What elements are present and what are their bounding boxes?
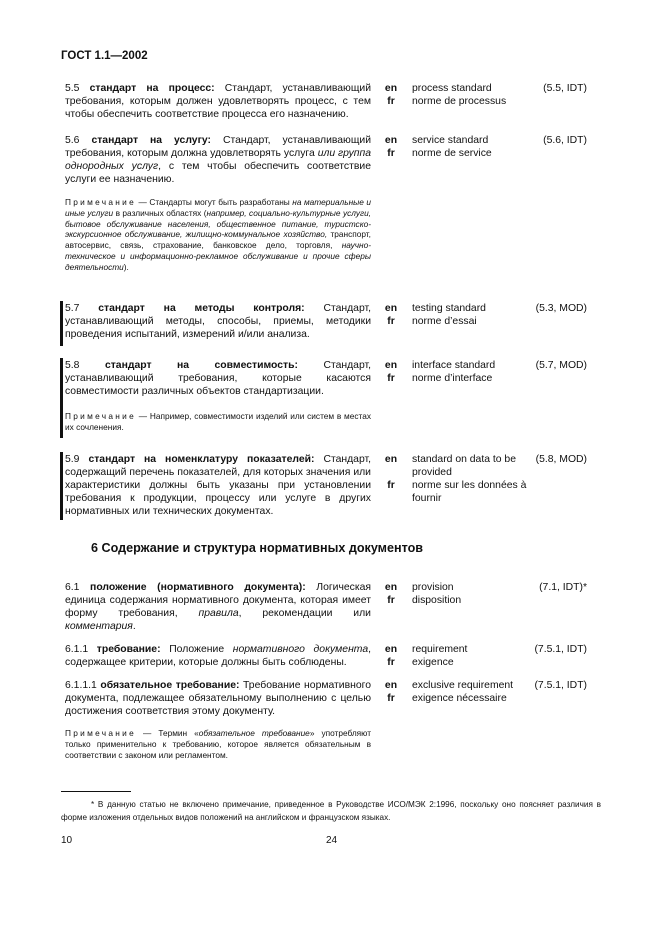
lang-code-fr: fr [387, 480, 395, 491]
english-term: process standard [412, 83, 492, 94]
lang-code-en: en [384, 454, 398, 465]
source-reference: (5.5, IDT) [543, 83, 587, 94]
page-number-center: 24 [326, 835, 338, 846]
change-bar [60, 452, 63, 520]
french-term: exigence [412, 657, 454, 668]
lang-code-en: en [384, 303, 398, 314]
term-definition: 5.9 стандарт на номенклатуру показателей: Стандарт, содержащий перечень показателей, для которых значения или характеристики должны быть указаны при установлении требования к продукции, процессу или услуге в других нормативных или технических документах. [65, 454, 371, 517]
term-title: требование: [96, 644, 161, 655]
change-bar [60, 358, 63, 438]
term-definition: 5.8 стандарт на совместимость: Стандарт, устанавливающий требования, которые касаются совместимости различных объектов стандартизации. [65, 360, 372, 397]
term-title: стандарт на номенклатуру показателей: [88, 454, 315, 465]
english-term: interface standard [412, 360, 496, 371]
term-title: стандарт на услугу: [91, 135, 212, 146]
french-term: norme d’essai [412, 316, 477, 327]
term-title: стандарт на процесс: [89, 83, 215, 94]
lang-code-fr: fr [387, 657, 395, 668]
french-term: exigence nécessaire [412, 693, 507, 704]
lang-code-fr: fr [387, 373, 395, 384]
french-term: norme d’interface [412, 373, 493, 384]
source-reference: (5.7, MOD) [535, 360, 587, 371]
french-term: norme sur les données à fournir [412, 480, 527, 504]
english-term: provision [412, 582, 454, 593]
french-term: norme de service [412, 148, 492, 159]
source-reference: (7.1, IDT)* [539, 582, 587, 593]
english-term: service standard [412, 135, 489, 146]
french-term: disposition [412, 595, 462, 606]
lang-code-fr: fr [387, 316, 395, 327]
term-title: стандарт на методы контроля: [98, 303, 305, 314]
source-reference: (5.3, MOD) [535, 303, 587, 314]
french-term: norme de processus [412, 96, 507, 107]
english-term: exclusive requirement [412, 680, 514, 691]
term-definition: 6.1 положение (нормативного документа): Логическая единица содержания нормативного документа, которая имеет форму требования, правила, рекомендации или комментария. [65, 582, 372, 632]
english-term: testing standard [412, 303, 486, 314]
section-heading: 6 Содержание и структура нормативных документов [91, 541, 424, 555]
term-note: Примечание — Стандарты могут быть разработаны на материальные и иные услуги в различных областях (например, социально-культурные услуги, бытовое обслуживание населения, общественное питание, туристско-экскурсионное обслуживание, жилищно-коммунальное хозяйство, транспорт, автосервис, связь, страхование, банковское дело, торговля, научно-техническое и информационно-рекламное обслуживание и прочие сферы деятельности). [65, 197, 371, 272]
lang-code-fr: fr [387, 96, 395, 107]
footnote-divider [61, 791, 131, 792]
term-note: Примечание — Термин «обязательное требование» употребляют только применительно к требованию, которое является обязательным в соответствии с законом или регламентом. [65, 728, 372, 760]
lang-code-en: en [384, 680, 398, 691]
lang-code-en: en [384, 83, 398, 94]
term-definition: 5.5 стандарт на процесс: Стандарт, устанавливающий требования, которым должен удовлетворять процесс, с тем чтобы обеспечить соответствие процесса его назначению. [65, 83, 371, 120]
lang-code-fr: fr [387, 148, 395, 159]
lang-code-en: en [384, 360, 398, 371]
lang-code-en: en [384, 135, 398, 146]
english-term: requirement [412, 644, 468, 655]
term-definition: 6.1.1.1 обязательное требование: Требование нормативного документа, подлежащее обязательному выполнению с целью достижения соответствия этому документу. [65, 680, 371, 717]
english-term: standard on data to be provided [412, 454, 516, 478]
lang-code-en: en [384, 644, 398, 655]
lang-code-fr: fr [387, 693, 395, 704]
term-definition: 5.7 стандарт на методы контроля: Стандарт, устанавливающий методы, способы, приемы, методики проведения испытаний, измерений и/или анализа. [65, 303, 372, 340]
term-title: стандарт на совместимость: [104, 360, 298, 371]
lang-code-en: en [384, 582, 398, 593]
footnote: * В данную статью не включено примечание, приведенное в Руководстве ИСО/МЭК 2:1996, поскольку оно поясняет различия в форме изложения отдельных видов положений на английском и французском языках. [61, 800, 601, 822]
change-bar [60, 301, 63, 346]
term-note: Примечание — Например, совместимости изделий или систем в местах их сочленения. [65, 411, 371, 432]
lang-code-fr: fr [387, 595, 395, 606]
page-number-left: 10 [61, 835, 73, 846]
term-definition: 6.1.1 требование: Положение нормативного документа, содержащее критерии, которые должны быть соблюдены. [65, 644, 372, 668]
document-header: ГОСТ 1.1—2002 [61, 50, 148, 62]
term-definition: 5.6 стандарт на услугу: Стандарт, устанавливающий требования, которым должна удовлетворять услуга или группа однородных услуг, с тем чтобы обеспечить соответствие услуги ее назначению. [65, 135, 372, 185]
source-reference: (5.6, IDT) [543, 135, 587, 146]
term-title: положение (нормативного документа): [90, 582, 306, 593]
term-title: обязательное требование: [100, 680, 240, 691]
source-reference: (7.5.1, IDT) [534, 680, 587, 691]
source-reference: (7.5.1, IDT) [534, 644, 587, 655]
source-reference: (5.8, MOD) [535, 454, 587, 465]
